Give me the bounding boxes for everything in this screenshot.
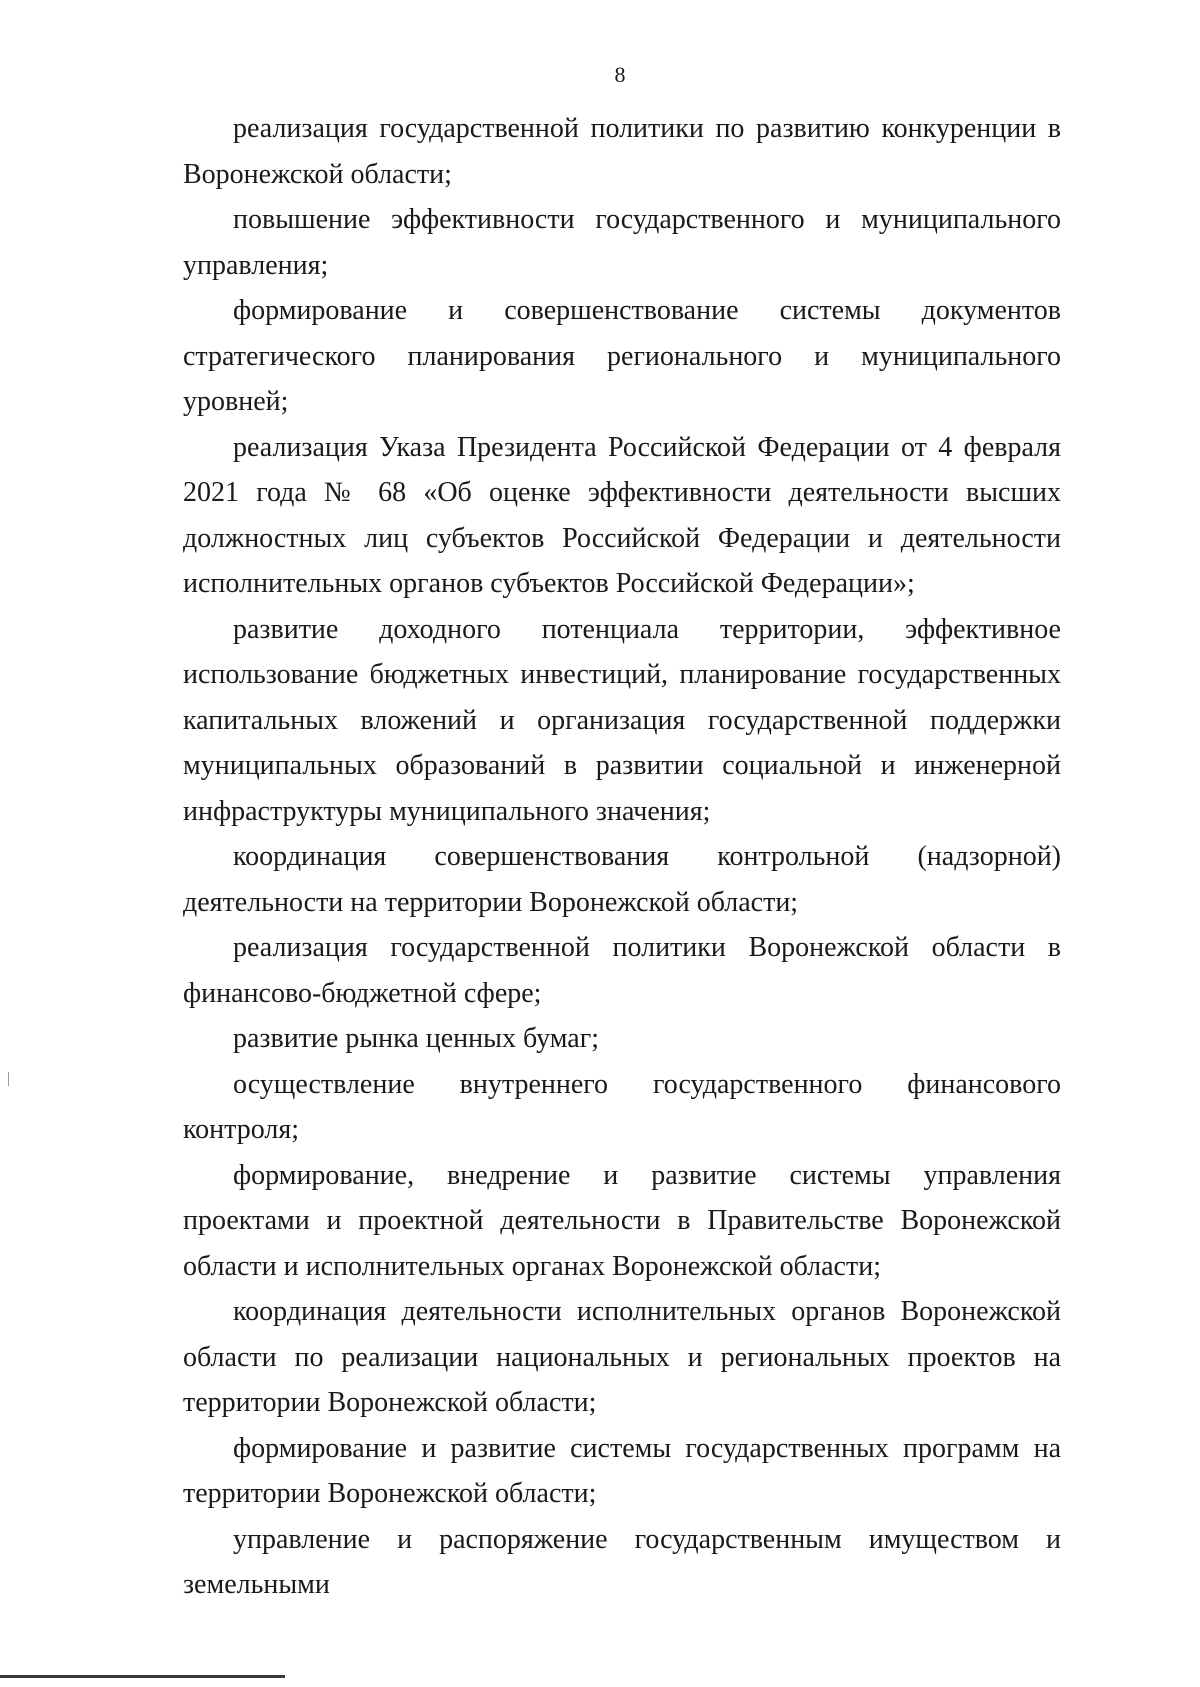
page-number: 8: [614, 62, 626, 87]
document-body: [183, 106, 1061, 1608]
paragraph: формирование и развитие системы государственных программ на территории Воронежской области;: [183, 1432, 1061, 1509]
paragraph: повышение эффективности государственного и муниципального управления;: [183, 204, 1061, 281]
paragraph: развитие доходного потенциала территории, эффективное использование бюджетных инвестиций, планирование государственных капитальных вложений и организация государственной поддержки муниципальных образований в развитии социальной и инженерной инфраструктуры муниципального значения;: [183, 613, 1061, 827]
paragraph: координация совершенствования контрольной (надзорной) деятельности на территории Воронежской области;: [183, 841, 1061, 918]
paragraph: реализация Указа Президента Российской Федерации от 4 февраля 2021 года № 68 «Об оценке эффективности деятельности высших должностных лиц субъектов Российской Федерации и деятельности исполнительных органов субъектов Российской Федерации»;: [183, 431, 1061, 599]
paragraph: развитие рынка ценных бумаг;: [233, 1023, 599, 1054]
paragraph: реализация государственной политики по развитию конкуренции в Воронежской области;: [183, 113, 1061, 190]
paragraph: формирование, внедрение и развитие системы управления проектами и проектной деятельности в Правительстве Воронежской области и исполнительных органах Воронежской области;: [183, 1159, 1061, 1282]
paragraph: осуществление внутреннего государственного финансового контроля;: [183, 1068, 1061, 1145]
scan-margin-mark: [8, 1072, 9, 1086]
paragraph: управление и распоряжение государственным имуществом и земельными: [183, 1523, 1061, 1600]
paragraph: формирование и совершенствование системы документов стратегического планирования регионального и муниципального уровней;: [183, 295, 1061, 417]
paragraph: координация деятельности исполнительных органов Воронежской области по реализации национальных и региональных проектов на территории Воронежской области;: [183, 1296, 1061, 1418]
paragraph: реализация государственной политики Воронежской области в финансово-бюджетной сфере;: [183, 932, 1061, 1009]
bottom-rule: [0, 1675, 285, 1678]
